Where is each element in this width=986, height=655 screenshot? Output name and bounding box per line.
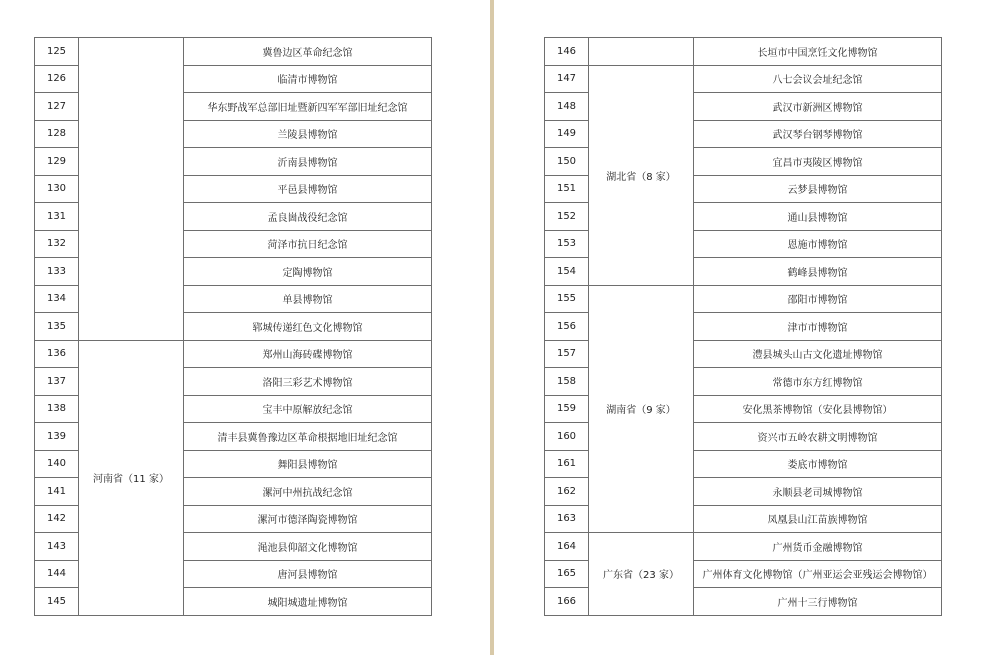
row-number: 165 <box>545 560 589 588</box>
row-number: 129 <box>35 148 79 176</box>
museum-name: 津市市博物馆 <box>694 313 942 341</box>
row-number: 130 <box>35 175 79 203</box>
row-number: 143 <box>35 533 79 561</box>
row-number: 148 <box>545 93 589 121</box>
row-number: 127 <box>35 93 79 121</box>
province-cell: 湖南省（9 家） <box>589 285 694 533</box>
row-number: 128 <box>35 120 79 148</box>
row-number: 164 <box>545 533 589 561</box>
row-number: 135 <box>35 313 79 341</box>
museum-name: 资兴市五岭农耕文明博物馆 <box>694 423 942 451</box>
row-number: 126 <box>35 65 79 93</box>
museum-name: 八七会议会址纪念馆 <box>694 65 942 93</box>
museum-name: 沂南县博物馆 <box>184 148 432 176</box>
museum-name: 邵阳市博物馆 <box>694 285 942 313</box>
museum-name: 通山县博物馆 <box>694 203 942 231</box>
museum-name: 广州体育文化博物馆（广州亚运会亚残运会博物馆） <box>694 560 942 588</box>
museum-name: 长垣市中国烹饪文化博物馆 <box>694 38 942 66</box>
province-cell <box>589 38 694 66</box>
row-number: 149 <box>545 120 589 148</box>
row-number: 158 <box>545 368 589 396</box>
museum-name: 广州货币金融博物馆 <box>694 533 942 561</box>
museum-name: 洛阳三彩艺术博物馆 <box>184 368 432 396</box>
table-row <box>545 38 942 66</box>
museum-name: 永顺县老司城博物馆 <box>694 478 942 506</box>
row-number: 137 <box>35 368 79 396</box>
row-number: 147 <box>545 65 589 93</box>
row-number: 140 <box>35 450 79 478</box>
museum-name: 华东野战军总部旧址暨新四军军部旧址纪念馆 <box>184 93 432 121</box>
row-number: 157 <box>545 340 589 368</box>
museum-name: 城阳城遗址博物馆 <box>184 588 432 616</box>
row-number: 139 <box>35 423 79 451</box>
table-row <box>545 285 942 313</box>
museum-name: 娄底市博物馆 <box>694 450 942 478</box>
museum-name: 宝丰中原解放纪念馆 <box>184 395 432 423</box>
province-cell: 广东省（23 家） <box>589 533 694 616</box>
museum-name: 唐河县博物馆 <box>184 560 432 588</box>
museum-name: 澧县城头山古文化遗址博物馆 <box>694 340 942 368</box>
row-number: 163 <box>545 505 589 533</box>
row-number: 152 <box>545 203 589 231</box>
row-number: 144 <box>35 560 79 588</box>
museum-name: 兰陵县博物馆 <box>184 120 432 148</box>
row-number: 134 <box>35 285 79 313</box>
row-number: 154 <box>545 258 589 286</box>
museum-name: 恩施市博物馆 <box>694 230 942 258</box>
museum-name: 菏泽市抗日纪念馆 <box>184 230 432 258</box>
row-number: 150 <box>545 148 589 176</box>
row-number: 132 <box>35 230 79 258</box>
museum-name: 宜昌市夷陵区博物馆 <box>694 148 942 176</box>
museum-name: 云梦县博物馆 <box>694 175 942 203</box>
row-number: 146 <box>545 38 589 66</box>
museum-name: 临清市博物馆 <box>184 65 432 93</box>
row-number: 133 <box>35 258 79 286</box>
province-cell: 河南省（11 家） <box>79 340 184 615</box>
row-number: 156 <box>545 313 589 341</box>
row-number: 159 <box>545 395 589 423</box>
museum-name: 平邑县博物馆 <box>184 175 432 203</box>
museum-name: 孟良崮战役纪念馆 <box>184 203 432 231</box>
museum-name: 鹤峰县博物馆 <box>694 258 942 286</box>
province-cell <box>79 38 184 341</box>
row-number: 166 <box>545 588 589 616</box>
province-cell: 湖北省（8 家） <box>589 65 694 285</box>
museum-name: 漯河市德泽陶瓷博物馆 <box>184 505 432 533</box>
museum-name: 漯河中州抗战纪念馆 <box>184 478 432 506</box>
row-number: 145 <box>35 588 79 616</box>
page-divider <box>490 0 494 655</box>
museum-table-left <box>34 37 432 616</box>
museum-name: 武汉琴台钢琴博物馆 <box>694 120 942 148</box>
table-row <box>545 533 942 561</box>
table-row <box>545 65 942 93</box>
row-number: 160 <box>545 423 589 451</box>
museum-name: 武汉市新洲区博物馆 <box>694 93 942 121</box>
museum-name: 凤凰县山江苗族博物馆 <box>694 505 942 533</box>
museum-name: 郑州山海砖碟博物馆 <box>184 340 432 368</box>
row-number: 131 <box>35 203 79 231</box>
row-number: 161 <box>545 450 589 478</box>
museum-name: 常德市东方红博物馆 <box>694 368 942 396</box>
row-number: 162 <box>545 478 589 506</box>
museum-name: 单县博物馆 <box>184 285 432 313</box>
table-row <box>35 38 432 66</box>
row-number: 151 <box>545 175 589 203</box>
row-number: 142 <box>35 505 79 533</box>
table-row <box>35 340 432 368</box>
museum-name: 舞阳县博物馆 <box>184 450 432 478</box>
museum-name: 渑池县仰韶文化博物馆 <box>184 533 432 561</box>
museum-name: 广州十三行博物馆 <box>694 588 942 616</box>
row-number: 136 <box>35 340 79 368</box>
museum-name: 冀鲁边区革命纪念馆 <box>184 38 432 66</box>
row-number: 153 <box>545 230 589 258</box>
museum-name: 定陶博物馆 <box>184 258 432 286</box>
row-number: 141 <box>35 478 79 506</box>
row-number: 125 <box>35 38 79 66</box>
museum-name: 安化黑茶博物馆（安化县博物馆） <box>694 395 942 423</box>
row-number: 138 <box>35 395 79 423</box>
museum-name: 清丰县冀鲁豫边区革命根据地旧址纪念馆 <box>184 423 432 451</box>
museum-table-right <box>544 37 942 616</box>
museum-name: 郓城传递红色文化博物馆 <box>184 313 432 341</box>
row-number: 155 <box>545 285 589 313</box>
